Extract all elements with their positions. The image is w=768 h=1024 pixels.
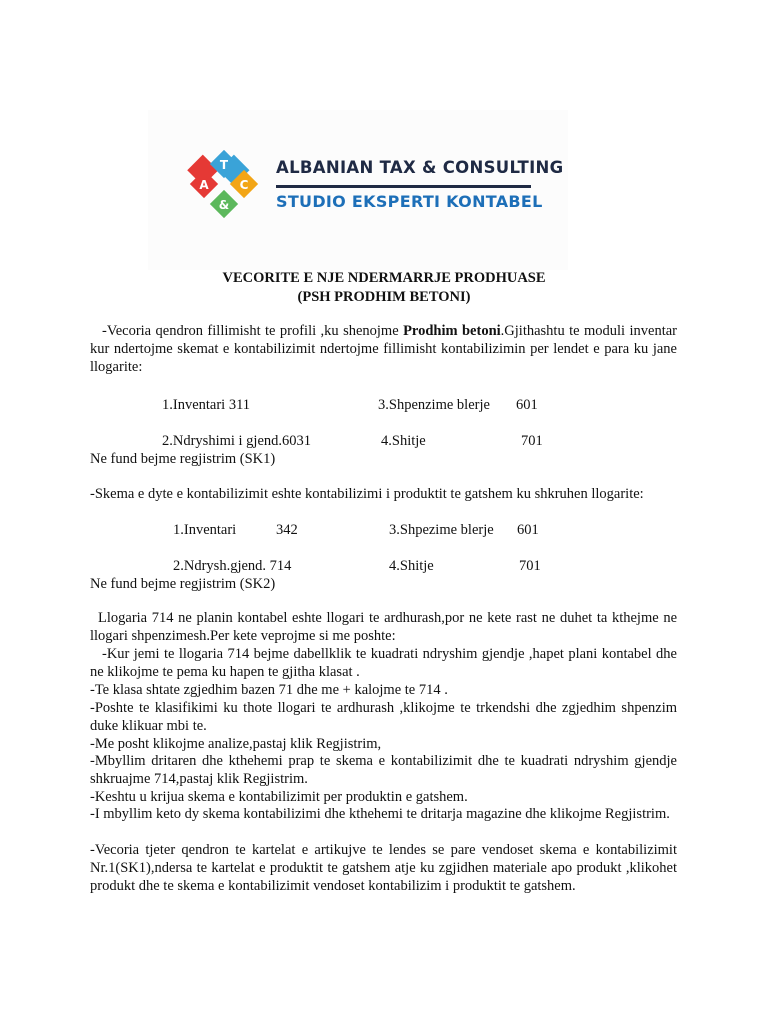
intro-bold-text: Prodhim betoni [403, 323, 501, 339]
document-title: VECORITE E NJE NDERMARRJE PRODHUASE [222, 270, 546, 286]
logo-letter-bottom: & [218, 198, 230, 212]
scheme1-row1-col1: 1.Inventari 311 [162, 397, 251, 413]
body-paragraph-8: -I mbyllim keto dy skema kontabilizimi dhe kthehemi te dritarja magazine dhe klikojme Regjistrim. [90, 806, 670, 822]
logo-letter-top: T [219, 158, 229, 172]
body-paragraph-3: -Te klasa shtate zgjedhim bazen 71 dhe me + kalojme te 714 . [90, 682, 448, 698]
brand-line-2: STUDIO EKSPERTI KONTABEL [276, 192, 543, 211]
body-paragraph-7: -Keshtu u krijua skema e kontabilizimit per produktin e gatshem. [90, 789, 468, 805]
body-paragraph-4: -Poshte te klasifikimi ku thote llogari te ardhurash ,klikojme te trkendshi dhe zgjedhim shpenzim duke klikuar mbi te. [90, 700, 677, 734]
scheme2-row1-col1: 1.Inventari [173, 522, 237, 538]
scheme1-row1-col3: 601 [516, 397, 538, 413]
scheme2-row2-col2: 4.Shitje [389, 558, 434, 574]
scheme2-note: Ne fund bejme regjistrim (SK2) [90, 576, 276, 592]
scheme1-row1-col2: 3.Shpenzime blerje [378, 397, 490, 413]
company-logo [148, 110, 568, 270]
body-paragraph-2: -Kur jemi te llogaria 714 bejme dabellklik te kuadrati ndryshim gjendje ,hapet plani kontabel dhe ne klikojme te pema ku hapen te gjitha klasat . [90, 646, 677, 680]
scheme1-row2-col2: 4.Shitje [381, 433, 426, 449]
scheme2-row2-col1: 2.Ndrysh.gjend. 714 [173, 558, 292, 574]
intro-text-before: -Vecoria qendron fillimisht te profili ,ku shenojme [102, 323, 404, 339]
body-paragraph-6: -Mbyllim dritaren dhe kthehemi prap te skema e kontabilizimit dhe te kuadrati ndryshim gjendje shkruajme 714,pastaj klik Regjistrim. [90, 753, 677, 787]
body-paragraph-1: Llogaria 714 ne planin kontabel eshte llogari te ardhurash,por ne kete rast ne duhet ta kthejme ne llogari shpenzimesh.Per kete veprojme si me poshte: [90, 610, 677, 644]
brand-divider [276, 185, 531, 188]
intro-paragraph [90, 323, 677, 376]
scheme1-row2-col3: 701 [521, 433, 543, 449]
atc-diamond-logo-icon [184, 150, 264, 230]
scheme2-row1-col2: 3.Shpezime blerje [389, 522, 494, 538]
logo-letter-right: C [239, 178, 249, 192]
intro-text-after: .Gjithashtu te moduli inventar kur ndertojme skemat e kontabilizimit ndertojme fillimisht kontabilizimin per lendet e para ku jane llogarite: [90, 323, 677, 375]
brand-line-1: ALBANIAN TAX & CONSULTING [276, 158, 564, 177]
scheme2-row2-col3: 701 [519, 558, 541, 574]
scheme1-note: Ne fund bejme regjistrim (SK1) [90, 451, 276, 467]
logo-letter-left: A [199, 178, 209, 192]
body-paragraph-5: -Me posht klikojme analize,pastaj klik Regjistrim, [90, 736, 382, 752]
scheme2-row1-col1b: 342 [276, 522, 298, 538]
body-paragraph-9: -Vecoria tjeter qendron te kartelat e artikujve te lendes se pare vendoset skema e kontabilizimit Nr.1(SK1),ndersa te kartelat e produktit te gatshem atje ku zgjidhen materiale apo produkt ,klikohet produkt dhe te skema e kontabilizimit vendoset kontabilizim i produktit te gatshem. [90, 842, 677, 894]
scheme2-row1-col3: 601 [517, 522, 539, 538]
scheme2-intro: -Skema e dyte e kontabilizimit eshte kontabilizimi i produktit te gatshem ku shkruhen llogarite: [90, 486, 644, 502]
scheme1-row2-col1: 2.Ndryshimi i gjend.6031 [162, 433, 312, 449]
document-subtitle: (PSH PRODHIM BETONI) [297, 289, 471, 305]
